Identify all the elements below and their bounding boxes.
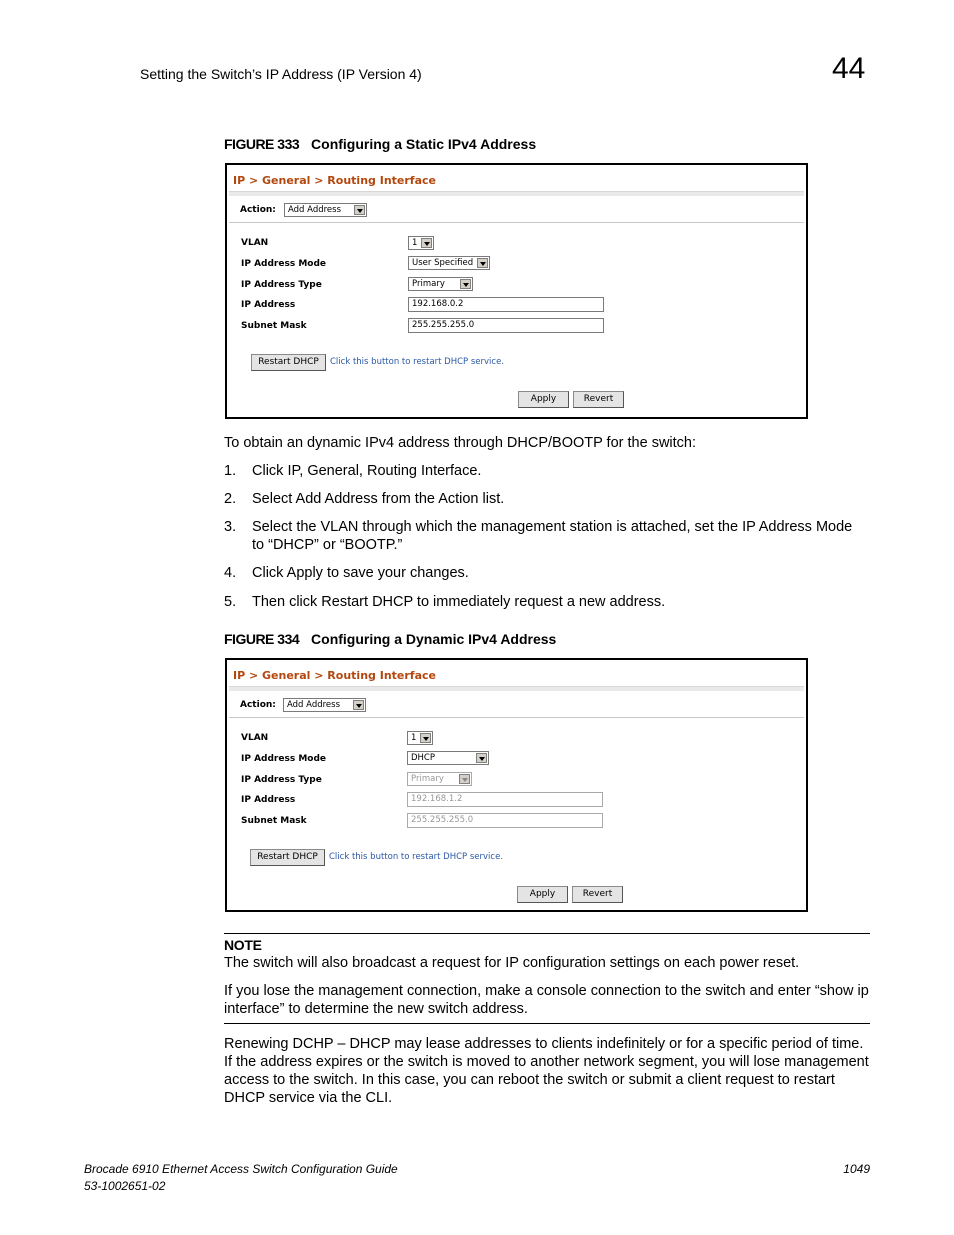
- list-item: 4. Click Apply to save your changes.: [224, 565, 469, 581]
- restart-dhcp-hint: Click this button to restart DHCP service.: [329, 852, 504, 862]
- figure-label: FIGURE 334: [224, 631, 300, 647]
- restart-dhcp-hint: Click this button to restart DHCP service.: [330, 357, 505, 367]
- renewing-text: – DHCP may lease addresses to clients indefinitely or for a specific period of time. If the address expires or the switch is moved to another network segment, you will lose management access to the switch. In this case, you can reboot the switch or submit a client request to restart DHCP service via the CLI.: [224, 1036, 869, 1106]
- breadcrumb[interactable]: IP > General > Routing Interface: [233, 669, 436, 682]
- ip-mode-label: IP Address Mode: [241, 754, 327, 764]
- chevron-down-icon: [476, 753, 487, 763]
- intro-paragraph: To obtain an dynamic IPv4 address through DHCP/BOOTP for the switch:: [224, 435, 697, 451]
- breadcrumb[interactable]: IP > General > Routing Interface: [233, 174, 436, 187]
- note-paragraph: If you lose the management connection, make a console connection to the switch and enter “show ip interface” to determine the new switch address.: [224, 983, 869, 1017]
- subnet-mask-input: 255.255.255.0: [407, 813, 603, 828]
- restart-dhcp-button[interactable]: Restart DHCP: [251, 354, 326, 371]
- chevron-down-icon: [420, 733, 431, 743]
- vlan-label: VLAN: [241, 733, 269, 743]
- ip-type-select: Primary: [407, 772, 472, 786]
- list-item: 2. Select Add Address from the Action list.: [224, 491, 505, 507]
- vlan-label: VLAN: [241, 238, 269, 248]
- ip-address-input: 192.168.1.2: [407, 792, 603, 807]
- chevron-down-icon: [354, 205, 365, 215]
- breadcrumb-divider: [229, 191, 804, 196]
- figure-caption: [224, 136, 536, 152]
- list-item: 1. Click IP, General, Routing Interface.: [224, 463, 482, 479]
- apply-button[interactable]: Apply: [518, 391, 569, 408]
- ip-address-label: IP Address: [241, 795, 296, 805]
- note-top-rule: [224, 933, 870, 934]
- divider: [229, 222, 804, 223]
- action-select[interactable]: Add Address: [283, 698, 366, 712]
- ip-type-label: IP Address Type: [241, 280, 322, 290]
- chevron-down-icon: [459, 774, 470, 784]
- action-label: Action:: [240, 700, 276, 710]
- ip-mode-select[interactable]: DHCP: [407, 751, 489, 765]
- figure-title: Configuring a Static IPv4 Address: [311, 136, 537, 152]
- ip-mode-label: IP Address Mode: [241, 259, 327, 269]
- action-label: Action:: [240, 205, 276, 215]
- subnet-mask-label: Subnet Mask: [241, 321, 307, 331]
- note-label: NOTE: [224, 937, 262, 953]
- subnet-mask-input[interactable]: 255.255.255.0: [408, 318, 604, 333]
- footer-guide-title: Brocade 6910 Ethernet Access Switch Configuration Guide: [84, 1162, 398, 1176]
- footer-doc-number: 53-1002651-02: [84, 1179, 166, 1193]
- figure-label: FIGURE 333: [224, 136, 300, 152]
- ip-address-input[interactable]: 192.168.0.2: [408, 297, 604, 312]
- ip-address-label: IP Address: [241, 300, 296, 310]
- list-item: 3. Select the VLAN through which the management station is attached, set the IP Address Mode to “DHCP” or “BOOTP.”: [224, 519, 853, 553]
- note-bottom-rule: [224, 1023, 870, 1024]
- action-select[interactable]: Add Address: [284, 203, 367, 217]
- static-ipv4-screenshot: [225, 163, 808, 419]
- subnet-mask-label: Subnet Mask: [241, 816, 307, 826]
- revert-button[interactable]: Revert: [573, 391, 624, 408]
- ip-mode-select[interactable]: User Specified: [408, 256, 490, 270]
- vlan-select[interactable]: 1: [407, 731, 433, 745]
- renewing-paragraph: [224, 1035, 870, 1107]
- chevron-down-icon: [477, 258, 488, 268]
- vlan-select[interactable]: 1: [408, 236, 434, 250]
- revert-button[interactable]: Revert: [572, 886, 623, 903]
- note-paragraph: The switch will also broadcast a request for IP configuration settings on each power reset.: [224, 955, 800, 971]
- apply-button[interactable]: Apply: [517, 886, 568, 903]
- figure-title: Configuring a Dynamic IPv4 Address: [311, 631, 557, 647]
- renewing-term: Renewing DCHP: [224, 1036, 334, 1052]
- page-number: 1049: [843, 1162, 870, 1176]
- ip-type-select[interactable]: Primary: [408, 277, 473, 291]
- chevron-down-icon: [421, 238, 432, 248]
- chapter-number: 44: [832, 52, 866, 85]
- dynamic-ipv4-screenshot: [225, 658, 808, 912]
- ip-type-label: IP Address Type: [241, 775, 322, 785]
- list-item: 5. Then click Restart DHCP to immediately request a new address.: [224, 594, 666, 610]
- running-header: Setting the Switch’s IP Address (IP Version 4): [140, 66, 422, 82]
- breadcrumb-divider: [229, 686, 804, 691]
- divider: [229, 717, 804, 718]
- figure-caption: [224, 631, 556, 647]
- restart-dhcp-button[interactable]: Restart DHCP: [250, 849, 325, 866]
- chevron-down-icon: [460, 279, 471, 289]
- chevron-down-icon: [353, 700, 364, 710]
